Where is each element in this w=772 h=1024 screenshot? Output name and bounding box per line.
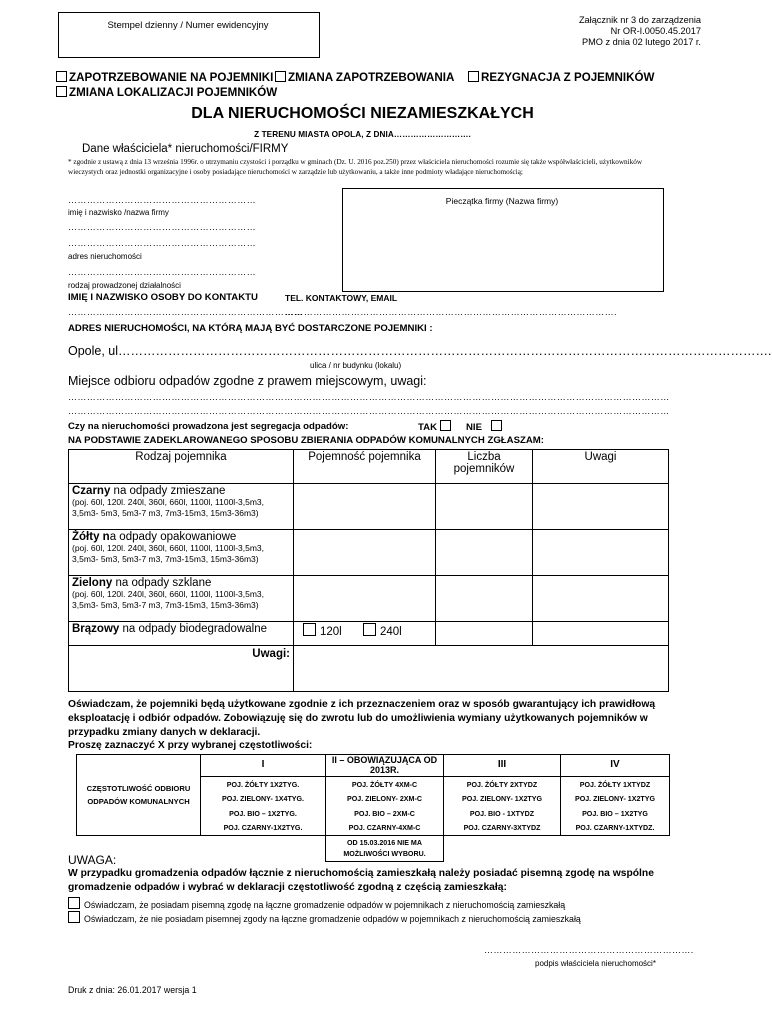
- green-count-input[interactable]: [436, 576, 533, 622]
- pickup-line-1[interactable]: …………………………………………………………………………………………………………………………………………………………………………: [68, 392, 670, 402]
- segregation-question: Czy na nieruchomości prowadzona jest segregacja odpadów:: [68, 421, 349, 432]
- usage-statement: Oświadczam, że pojemniki będą użytkowane zgodnie z ich przeznaczeniem oraz w sposób gwarantujący ich prawidłową eksploatację i odbiór odpadów. Zobowiązuję się do zwrotu lub do umożliwienia wymiany użytkowanych pojemników w przypadku zmiany danych w deklaracji.: [68, 699, 656, 738]
- freq-cell: POJ. BIO – 2XM-C: [326, 805, 444, 819]
- delivery-street-label: ulica / nr budynku (lokalu): [310, 361, 402, 370]
- warning-text: W przypadku gromadzenia odpadów łącznie z nieruchomością zamieszkałą należy posiadać pisemną zgodę na wspólne gromadzenie odpadów i wybrać w deklaracji częstotliwość zgodną z częścią zamieszkałą:: [68, 868, 654, 893]
- signature-field[interactable]: ………………………………………………………….: [484, 945, 694, 955]
- registry-stamp-label: Stempel dzienny / Numer ewidencyjny: [107, 20, 269, 31]
- name-field-line-2[interactable]: ……………………………………………………: [68, 222, 256, 232]
- containers-table: [68, 449, 669, 692]
- name-field-label: imię i nazwisko /nazwa firmy: [68, 208, 169, 217]
- form-title: DLA NIERUCHOMOŚCI NIEZAMIESZKAŁYCH: [191, 105, 534, 122]
- yellow-sizes: (poj. 60l, 120l. 240l, 360l, 660l, 1100l, 1100l-3,5m3, 3,5m3- 5m3, 5m3-7 m3, 7m3-15m3, 15m3-36m3): [72, 543, 265, 564]
- frequency-row-label: [77, 755, 201, 836]
- black-count-input[interactable]: [436, 484, 533, 530]
- yellow-container-cell: [69, 530, 294, 576]
- checkbox[interactable]: [363, 623, 376, 636]
- frequency-option-1[interactable]: I: [201, 755, 326, 777]
- freq-cell: POJ. ZIELONY- 1X4TYG.: [201, 790, 326, 804]
- print-info: Druk z dnia: 26.01.2017 wersja 1: [68, 985, 197, 995]
- option-zmiana-zapotrzebowania[interactable]: [275, 71, 454, 84]
- annex-line-2: Nr OR-I.0050.45.2017: [610, 26, 701, 36]
- brown-capacity-options: [294, 622, 436, 646]
- freq-cell: POJ. ŻÓŁTY 1X2TYG.: [201, 776, 326, 790]
- yellow-desc: a odpady opakowaniowe: [109, 531, 237, 543]
- freq-cell: POJ. CZARNY-1XTYDZ.: [561, 819, 670, 836]
- declaration-no-consent[interactable]: [68, 911, 581, 924]
- delivery-address-label: ADRES NIERUCHOMOŚCI, NA KTÓRĄ MAJĄ BYĆ DOSTARCZONE POJEMNIKI :: [68, 323, 433, 334]
- remarks-label: Uwagi:: [69, 646, 294, 692]
- annex-info: [579, 15, 701, 48]
- green-remarks-input[interactable]: [533, 576, 669, 622]
- freq-cell: POJ. ZIELONY- 2XM-C: [326, 790, 444, 804]
- table-header-row: [69, 450, 669, 484]
- header-capacity: Pojemność pojemnika: [294, 450, 436, 484]
- owner-footnote: * zgodnie z ustawą z dnia 13 września 1996r. o utrzymaniu czystości i porządku w gminach (Dz. U. 2016 poz.250) przez właściciela nieruchomości rozumie się także współwłaścicieli, użytkowników wieczystych oraz jednostki organizacyjne i osoby posiadające nieruchomości w zarządzie lub użytkowaniu, a także inne podmioty władające nieruchomością;: [68, 158, 643, 176]
- segregation-no[interactable]: [466, 420, 504, 433]
- green-desc: na odpady szklane: [112, 577, 212, 589]
- freq-cell: POJ. BIO - 1XTYDZ: [444, 805, 561, 819]
- freq-cell: POJ. ŻÓŁTY 4XM-C: [326, 776, 444, 790]
- frequency-prompt: Proszę zaznaczyć X przy wybranej częstotliwości:: [68, 740, 313, 751]
- yellow-count-input[interactable]: [436, 530, 533, 576]
- contact-person-label: IMIĘ I NAZWISKO OSOBY DO KONTAKTU: [68, 292, 258, 303]
- frequency-note: [326, 836, 444, 862]
- brown-120-option[interactable]: [297, 626, 342, 638]
- checkbox[interactable]: [68, 911, 80, 923]
- yellow-remarks-input[interactable]: [533, 530, 669, 576]
- frequency-note-line-1: OD 15.03.2016 NIE MA: [347, 839, 422, 848]
- segregation-yes-label: TAK: [418, 422, 438, 433]
- checkbox[interactable]: [303, 623, 316, 636]
- black-name: Czarny: [72, 485, 111, 497]
- activity-field-label: rodzaj prowadzonej działalności: [68, 281, 181, 290]
- green-capacity-input[interactable]: [294, 576, 436, 622]
- brown-count-input[interactable]: [436, 622, 533, 646]
- frequency-option-2[interactable]: II – OBOWIĄZUJĄCA OD 2013R.: [326, 755, 444, 777]
- checkbox[interactable]: [56, 71, 67, 82]
- freq-cell: POJ. CZARNY-1X2TYG.: [201, 819, 326, 836]
- freq-cell: POJ. CZARNY-4XM-C: [326, 819, 444, 836]
- frequency-header-row: [77, 755, 670, 777]
- black-capacity-input[interactable]: [294, 484, 436, 530]
- annex-line-1: Załącznik nr 3 do zarządzenia: [578, 15, 701, 25]
- option-zapotrzebowanie[interactable]: [56, 71, 273, 84]
- freq-cell: POJ. ZIELONY- 1X2TYG: [561, 790, 670, 804]
- option-label: REZYGNACJA Z POJEMNIKÓW: [481, 71, 655, 84]
- freq-cell: POJ. ŻÓŁTY 1XTYDZ: [561, 776, 670, 790]
- address-field[interactable]: ……………………………………………………: [68, 238, 256, 248]
- green-container-cell: [69, 576, 294, 622]
- declaration-no-consent-label: Oświadczam, że nie posiadam pisemnej zgody na łączne gromadzenie odpadów w pojemnikach z nieruchomością zamieszkałą: [84, 914, 581, 924]
- brown-240-label: 240l: [379, 626, 402, 638]
- black-desc: na odpady zmieszane: [110, 485, 226, 497]
- frequency-table: [76, 754, 670, 862]
- frequency-row-label-2: ODPADÓW KOMUNALNYCH: [87, 797, 190, 807]
- warning-label: UWAGA:: [68, 853, 117, 867]
- table-row-green: [69, 576, 669, 622]
- black-sizes: (poj. 60l, 120l. 240l, 360l, 660l, 1100l, 1100l-3,5m3, 3,5m3- 5m3, 5m3-7 m3, 7m3-15m3, 15m3-36m3): [72, 497, 265, 518]
- freq-cell: POJ. ŻÓŁTY 2XTYDZ: [444, 776, 561, 790]
- brown-240-option[interactable]: [345, 626, 402, 638]
- form-subtitle: Z TERENU MIASTA OPOLA, Z DNIA……………………….: [254, 130, 471, 139]
- option-label: ZMIANA ZAPOTRZEBOWANIA: [288, 71, 455, 84]
- frequency-row-label-1: CZĘSTOTLIWOŚĆ ODBIORU: [86, 784, 191, 794]
- pickup-line-2[interactable]: …………………………………………………………………………………………………………………………………………………………………………: [68, 406, 670, 416]
- green-sizes: (poj. 60l, 120l. 240l, 360l, 660l, 1100l, 1100l-3,5m3, 3,5m3- 5m3, 5m3-7 m3, 7m3-15m3, 15m3-36m3): [72, 589, 265, 610]
- address-field-label: adres nieruchomości: [68, 252, 142, 261]
- delivery-street-field[interactable]: Opole, ul………………………………………………………………………………………………………………………………………….: [68, 344, 772, 358]
- signature-label: podpis właściciela nieruchomości*: [535, 959, 656, 968]
- frequency-option-4[interactable]: IV: [561, 755, 670, 777]
- header-count: Liczba pojemników: [436, 450, 533, 484]
- checkbox[interactable]: [491, 420, 502, 431]
- brown-remarks-input[interactable]: [533, 622, 669, 646]
- frequency-note-line-2: MOŻLIWOŚCI WYBORU.: [343, 849, 426, 858]
- firm-stamp-label: Pieczątka firmy (Nazwa firmy): [445, 196, 559, 206]
- brown-name: Brązowy: [72, 623, 120, 635]
- option-rezygnacja[interactable]: [468, 71, 655, 84]
- yellow-name: Żółty n: [72, 531, 110, 543]
- contact-person-field[interactable]: …………………………………………………………………: [68, 307, 303, 317]
- pickup-place-label: Miejsce odbioru odpadów zgodne z prawem miejscowym, uwagi:: [68, 374, 427, 388]
- segregation-no-label: NIE: [466, 422, 482, 433]
- freq-cell: POJ. BIO – 1X2TYG.: [201, 805, 326, 819]
- black-container-cell: [69, 484, 294, 530]
- header-remarks: Uwagi: [533, 450, 669, 484]
- contact-phone-field[interactable]: …………………………………………………………………………………………….: [285, 307, 617, 317]
- checkbox[interactable]: [56, 86, 67, 97]
- option-label: ZAPOTRZEBOWANIE NA POJEMNIKI: [69, 71, 274, 84]
- remarks-input[interactable]: [294, 646, 669, 692]
- checkbox[interactable]: [275, 71, 286, 82]
- owner-heading: Dane właściciela* nieruchomości/FIRMY: [82, 143, 289, 155]
- activity-field[interactable]: ……………………………………………………: [68, 267, 256, 277]
- table-row-remarks: [69, 646, 669, 692]
- header-type: Rodzaj pojemnika: [69, 450, 294, 484]
- declaration-consent[interactable]: [68, 897, 565, 910]
- checkbox[interactable]: [440, 420, 451, 431]
- table-row-brown: [69, 622, 669, 646]
- declaration-consent-label: Oświadczam, że posiadam pisemną zgodę na łączne gromadzenie odpadów w pojemnikach z nieruchomością zamieszkałą: [84, 900, 566, 910]
- name-field[interactable]: ……………………………………………………: [68, 195, 256, 205]
- frequency-note-row: [77, 836, 670, 862]
- option-zmiana-lokalizacji[interactable]: [56, 86, 277, 99]
- table-row-black: [69, 484, 669, 530]
- table-row-yellow: [69, 530, 669, 576]
- registry-stamp-box: [58, 12, 320, 58]
- frequency-option-3[interactable]: III: [444, 755, 561, 777]
- checkbox[interactable]: [68, 897, 80, 909]
- checkbox[interactable]: [468, 71, 479, 82]
- freq-cell: POJ. CZARNY-3XTYDZ: [444, 819, 561, 836]
- black-remarks-input[interactable]: [533, 484, 669, 530]
- brown-desc: na odpady biodegradowalne: [119, 623, 267, 635]
- annex-line-3: PMO z dnia 02 lutego 2017 r.: [581, 37, 701, 47]
- option-label: ZMIANA LOKALIZACJI POJEMNIKÓW: [69, 86, 278, 99]
- freq-cell: POJ. BIO – 1X2TYG: [561, 805, 670, 819]
- freq-cell: POJ. ZIELONY- 1X2TYG: [444, 790, 561, 804]
- brown-container-cell: [69, 622, 294, 646]
- yellow-capacity-input[interactable]: [294, 530, 436, 576]
- green-name: Zielony: [72, 577, 113, 589]
- segregation-yes[interactable]: [418, 420, 453, 433]
- declared-method-label: NA PODSTAWIE ZADEKLAROWANEGO SPOSOBU ZBIERANIA ODPADÓW KOMUNALNYCH ZGŁASZAM:: [68, 435, 544, 446]
- contact-phone-label: TEL. KONTAKTOWY, EMAIL: [285, 293, 398, 303]
- brown-120-label: 120l: [320, 626, 342, 638]
